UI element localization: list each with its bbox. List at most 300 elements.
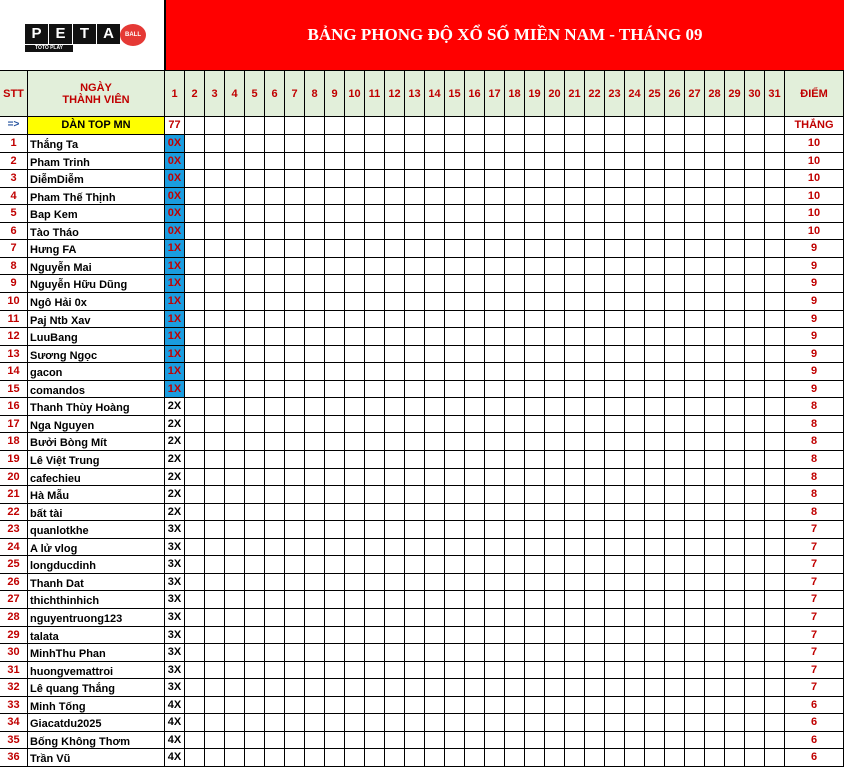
row-stt: 33 (0, 697, 28, 715)
empty-cell (305, 697, 325, 715)
empty-cell (585, 556, 605, 574)
empty-cell (505, 574, 525, 592)
empty-cell (265, 240, 285, 258)
empty-cell (245, 504, 265, 522)
header-day: 18 (505, 71, 525, 117)
empty-cell (285, 240, 305, 258)
empty-cell (765, 381, 785, 399)
empty-cell (625, 205, 645, 223)
empty-cell (665, 556, 685, 574)
empty-cell (225, 697, 245, 715)
empty-cell (365, 258, 385, 276)
row-day1-result: 1X (165, 275, 185, 293)
empty-cell (565, 153, 585, 171)
empty-cell (445, 416, 465, 434)
empty-cell (305, 591, 325, 609)
empty-cell (205, 223, 225, 241)
empty-cell (305, 170, 325, 188)
sheet-title: BẢNG PHONG ĐỘ XỔ SỐ MIỀN NAM - THÁNG 09 (165, 0, 844, 71)
empty-cell (625, 504, 645, 522)
empty-cell (245, 117, 265, 135)
row-day1-result: 1X (165, 381, 185, 399)
empty-cell (325, 591, 345, 609)
empty-cell (765, 170, 785, 188)
empty-cell (725, 679, 745, 697)
header-day: 17 (485, 71, 505, 117)
empty-cell (285, 311, 305, 329)
empty-cell (285, 328, 305, 346)
row-stt: 35 (0, 732, 28, 750)
empty-cell (685, 170, 705, 188)
empty-cell (765, 135, 785, 153)
empty-cell (185, 609, 205, 627)
empty-cell (665, 205, 685, 223)
empty-cell (705, 311, 725, 329)
empty-cell (645, 539, 665, 557)
empty-cell (385, 697, 405, 715)
empty-cell (425, 697, 445, 715)
header-day: 16 (465, 71, 485, 117)
empty-cell (285, 275, 305, 293)
empty-cell (265, 205, 285, 223)
empty-cell (665, 662, 685, 680)
empty-cell (205, 258, 225, 276)
row-stt: 12 (0, 328, 28, 346)
empty-cell (305, 311, 325, 329)
empty-cell (545, 609, 565, 627)
empty-cell (585, 205, 605, 223)
empty-cell (345, 556, 365, 574)
empty-cell (605, 311, 625, 329)
empty-cell (225, 363, 245, 381)
empty-cell (345, 135, 365, 153)
empty-cell (625, 662, 645, 680)
empty-cell (465, 627, 485, 645)
empty-cell (745, 398, 765, 416)
empty-cell (325, 311, 345, 329)
empty-cell (325, 135, 345, 153)
empty-cell (325, 363, 345, 381)
row-stt: 21 (0, 486, 28, 504)
empty-cell (745, 381, 765, 399)
top-row-arrow: => (0, 117, 28, 135)
empty-cell (205, 117, 225, 135)
empty-cell (705, 539, 725, 557)
empty-cell (465, 381, 485, 399)
empty-cell (265, 521, 285, 539)
empty-cell (745, 275, 765, 293)
empty-cell (625, 749, 645, 767)
empty-cell (465, 574, 485, 592)
empty-cell (225, 170, 245, 188)
empty-cell (645, 556, 665, 574)
empty-cell (445, 205, 465, 223)
empty-cell (345, 293, 365, 311)
empty-cell (265, 714, 285, 732)
empty-cell (185, 398, 205, 416)
empty-cell (225, 223, 245, 241)
empty-cell (565, 293, 585, 311)
empty-cell (745, 609, 765, 627)
row-score: 9 (785, 293, 844, 311)
empty-cell (405, 223, 425, 241)
empty-cell (565, 556, 585, 574)
empty-cell (645, 662, 665, 680)
row-day1-result: 1X (165, 240, 185, 258)
empty-cell (285, 732, 305, 750)
row-score: 7 (785, 627, 844, 645)
empty-cell (285, 662, 305, 680)
row-stt: 31 (0, 662, 28, 680)
empty-cell (225, 275, 245, 293)
empty-cell (325, 486, 345, 504)
empty-cell (445, 293, 465, 311)
empty-cell (485, 381, 505, 399)
empty-cell (325, 749, 345, 767)
header-day-label: NGÀY (80, 81, 112, 94)
empty-cell (225, 627, 245, 645)
empty-cell (645, 223, 665, 241)
empty-cell (325, 644, 345, 662)
empty-cell (725, 433, 745, 451)
header-day: 10 (345, 71, 365, 117)
empty-cell (385, 381, 405, 399)
empty-cell (365, 679, 385, 697)
empty-cell (185, 697, 205, 715)
empty-cell (745, 328, 765, 346)
header-member-label: THÀNH VIÊN (62, 93, 130, 106)
header-day: 8 (305, 71, 325, 117)
empty-cell (765, 205, 785, 223)
empty-cell (265, 258, 285, 276)
top-row-day-value: 77 (165, 117, 185, 135)
empty-cell (585, 117, 605, 135)
empty-cell (285, 556, 305, 574)
empty-cell (745, 135, 765, 153)
empty-cell (505, 223, 525, 241)
empty-cell (465, 697, 485, 715)
empty-cell (645, 346, 665, 364)
empty-cell (405, 205, 425, 223)
empty-cell (205, 504, 225, 522)
empty-cell (365, 363, 385, 381)
empty-cell (325, 117, 345, 135)
empty-cell (645, 328, 665, 346)
empty-cell (465, 346, 485, 364)
empty-cell (465, 258, 485, 276)
empty-cell (685, 381, 705, 399)
empty-cell (725, 486, 745, 504)
empty-cell (305, 451, 325, 469)
empty-cell (665, 679, 685, 697)
empty-cell (585, 609, 605, 627)
empty-cell (285, 205, 305, 223)
row-day1-result: 0X (165, 205, 185, 223)
empty-cell (245, 381, 265, 399)
empty-cell (485, 521, 505, 539)
empty-cell (585, 170, 605, 188)
empty-cell (405, 469, 425, 487)
empty-cell (405, 188, 425, 206)
empty-cell (765, 398, 785, 416)
empty-cell (385, 135, 405, 153)
empty-cell (505, 556, 525, 574)
empty-cell (525, 381, 545, 399)
header-day: 2 (185, 71, 205, 117)
empty-cell (505, 469, 525, 487)
empty-cell (625, 451, 645, 469)
empty-cell (365, 539, 385, 557)
empty-cell (325, 539, 345, 557)
empty-cell (185, 539, 205, 557)
header-day: 19 (525, 71, 545, 117)
empty-cell (285, 398, 305, 416)
empty-cell (465, 153, 485, 171)
empty-cell (765, 363, 785, 381)
empty-cell (645, 188, 665, 206)
empty-cell (485, 205, 505, 223)
empty-cell (505, 135, 525, 153)
empty-cell (305, 749, 325, 767)
empty-cell (445, 591, 465, 609)
row-member-name: cafechieu (28, 469, 165, 487)
empty-cell (405, 714, 425, 732)
empty-cell (425, 153, 445, 171)
empty-cell (425, 662, 445, 680)
empty-cell (605, 346, 625, 364)
empty-cell (245, 416, 265, 434)
empty-cell (545, 328, 565, 346)
row-stt: 6 (0, 223, 28, 241)
row-member-name: Thắng Ta (28, 135, 165, 153)
empty-cell (485, 504, 505, 522)
empty-cell (365, 381, 385, 399)
empty-cell (265, 311, 285, 329)
empty-cell (305, 205, 325, 223)
empty-cell (705, 662, 725, 680)
empty-cell (605, 504, 625, 522)
empty-cell (705, 679, 725, 697)
empty-cell (505, 293, 525, 311)
empty-cell (765, 153, 785, 171)
empty-cell (385, 749, 405, 767)
empty-cell (185, 749, 205, 767)
row-score: 9 (785, 346, 844, 364)
row-day1-result: 1X (165, 346, 185, 364)
empty-cell (325, 170, 345, 188)
empty-cell (525, 591, 545, 609)
empty-cell (685, 627, 705, 645)
row-score: 7 (785, 591, 844, 609)
empty-cell (425, 363, 445, 381)
empty-cell (245, 732, 265, 750)
empty-cell (585, 363, 605, 381)
empty-cell (665, 521, 685, 539)
empty-cell (465, 398, 485, 416)
empty-cell (765, 275, 785, 293)
empty-cell (725, 293, 745, 311)
empty-cell (285, 433, 305, 451)
row-score: 6 (785, 749, 844, 767)
empty-cell (425, 574, 445, 592)
empty-cell (225, 117, 245, 135)
empty-cell (705, 591, 725, 609)
empty-cell (545, 275, 565, 293)
empty-cell (305, 556, 325, 574)
row-member-name: Minh Tống (28, 697, 165, 715)
empty-cell (325, 679, 345, 697)
empty-cell (565, 170, 585, 188)
empty-cell (365, 275, 385, 293)
empty-cell (265, 117, 285, 135)
row-score: 7 (785, 556, 844, 574)
empty-cell (405, 574, 425, 592)
empty-cell (645, 749, 665, 767)
empty-cell (265, 363, 285, 381)
empty-cell (185, 188, 205, 206)
empty-cell (445, 275, 465, 293)
empty-cell (325, 381, 345, 399)
empty-cell (265, 188, 285, 206)
empty-cell (505, 662, 525, 680)
empty-cell (385, 591, 405, 609)
empty-cell (345, 258, 365, 276)
empty-cell (245, 258, 265, 276)
row-score: 7 (785, 539, 844, 557)
empty-cell (405, 328, 425, 346)
empty-cell (525, 486, 545, 504)
empty-cell (565, 205, 585, 223)
empty-cell (305, 574, 325, 592)
empty-cell (445, 258, 465, 276)
empty-cell (405, 311, 425, 329)
empty-cell (485, 258, 505, 276)
row-day1-result: 2X (165, 416, 185, 434)
row-stt: 19 (0, 451, 28, 469)
empty-cell (705, 381, 725, 399)
empty-cell (405, 363, 425, 381)
empty-cell (185, 433, 205, 451)
row-member-name: Lê Việt Trung (28, 451, 165, 469)
empty-cell (425, 170, 445, 188)
empty-cell (685, 539, 705, 557)
header-day: 26 (665, 71, 685, 117)
empty-cell (465, 117, 485, 135)
empty-cell (545, 574, 565, 592)
empty-cell (185, 627, 205, 645)
empty-cell (685, 311, 705, 329)
empty-cell (305, 188, 325, 206)
empty-cell (745, 433, 765, 451)
row-score: 10 (785, 223, 844, 241)
row-member-name: gacon (28, 363, 165, 381)
row-member-name: Trần Vũ (28, 749, 165, 767)
empty-cell (305, 135, 325, 153)
empty-cell (405, 609, 425, 627)
empty-cell (365, 627, 385, 645)
empty-cell (605, 170, 625, 188)
empty-cell (225, 662, 245, 680)
row-day1-result: 1X (165, 328, 185, 346)
row-member-name: Giacatdu2025 (28, 714, 165, 732)
empty-cell (205, 311, 225, 329)
empty-cell (385, 398, 405, 416)
empty-cell (645, 697, 665, 715)
empty-cell (305, 609, 325, 627)
empty-cell (225, 311, 245, 329)
header-day: 11 (365, 71, 385, 117)
empty-cell (605, 609, 625, 627)
empty-cell (645, 135, 665, 153)
empty-cell (645, 591, 665, 609)
empty-cell (305, 433, 325, 451)
empty-cell (385, 627, 405, 645)
empty-cell (525, 644, 545, 662)
empty-cell (705, 644, 725, 662)
empty-cell (225, 469, 245, 487)
empty-cell (445, 609, 465, 627)
empty-cell (345, 609, 365, 627)
empty-cell (285, 714, 305, 732)
empty-cell (185, 135, 205, 153)
empty-cell (705, 170, 725, 188)
row-stt: 9 (0, 275, 28, 293)
empty-cell (605, 521, 625, 539)
empty-cell (725, 170, 745, 188)
empty-cell (565, 609, 585, 627)
empty-cell (225, 556, 245, 574)
empty-cell (485, 662, 505, 680)
row-stt: 34 (0, 714, 28, 732)
empty-cell (185, 504, 205, 522)
empty-cell (505, 311, 525, 329)
empty-cell (385, 240, 405, 258)
empty-cell (625, 469, 645, 487)
empty-cell (285, 609, 305, 627)
empty-cell (445, 627, 465, 645)
empty-cell (705, 223, 725, 241)
empty-cell (285, 135, 305, 153)
empty-cell (365, 170, 385, 188)
empty-cell (405, 153, 425, 171)
empty-cell (705, 627, 725, 645)
empty-cell (665, 117, 685, 135)
empty-cell (565, 346, 585, 364)
empty-cell (405, 170, 425, 188)
empty-cell (425, 627, 445, 645)
empty-cell (465, 416, 485, 434)
empty-cell (405, 521, 425, 539)
empty-cell (645, 416, 665, 434)
empty-cell (705, 135, 725, 153)
empty-cell (605, 205, 625, 223)
empty-cell (745, 451, 765, 469)
empty-cell (705, 153, 725, 171)
empty-cell (585, 539, 605, 557)
empty-cell (705, 188, 725, 206)
empty-cell (505, 609, 525, 627)
empty-cell (265, 486, 285, 504)
header-day: 22 (585, 71, 605, 117)
empty-cell (765, 591, 785, 609)
empty-cell (705, 521, 725, 539)
empty-cell (725, 311, 745, 329)
empty-cell (205, 609, 225, 627)
empty-cell (185, 662, 205, 680)
empty-cell (525, 346, 545, 364)
empty-cell (545, 504, 565, 522)
empty-cell (765, 469, 785, 487)
